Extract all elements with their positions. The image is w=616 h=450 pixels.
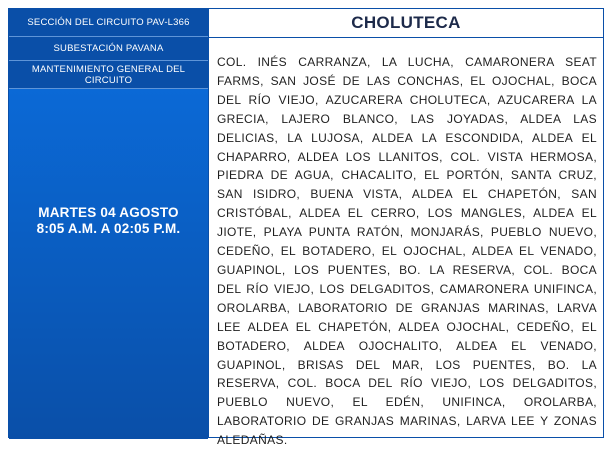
department-title: CHOLUTECA bbox=[209, 9, 603, 38]
right-panel bbox=[208, 9, 603, 448]
substation-label: SUBESTACIÓN PAVANA bbox=[9, 37, 208, 61]
affected-localities-text: COL. INÉS CARRANZA, LA LUCHA, CAMARONERA SEAT FARMS, SAN JOSÉ DE LAS CONCHAS, EL OJOCHAL, BOCA DEL RÍO VIEJO, AZUCARERA CHOLUTECA, AZUCARERA LA GRECIA, LAJERO BLANCO, LAS JOYADAS, ALDEA LAS DELICIAS, LA LUJOSA, ALDEA LA ESCONDIDA, ALDEA EL CHAPARRO, ALDEA LOS LLANITOS, COL. VISTA HERMOSA, PIEDRA DE AGUA, CHACALITO, EL PORTÓN, SANTA CRUZ, SAN ISIDRO, BUENA VISTA, ALDEA EL CHAPETÓN, SAN CRISTÓBAL, ALDEA EL CERRO, LOS MANGLES, ALDEA EL JIOTE, PLAYA PUNTA RATÓN, MONJARÁS, PUEBLO NUEVO, CEDEÑO, EL BOTADERO, EL OJOCHAL, ALDEA EL VENADO, GUAPINOL, LOS PUENTES, BO. LA RESERVA, COL. BOCA DEL RÍO VIEJO, LOS DELGADITOS, CAMARONERA UNIFINCA, OROLARBA, LABORATORIO DE GRANJAS MARINAS, LARVA LEE ALDEA EL CHAPETÓN, ALDEA OJOCHAL, CEDEÑO, EL BOTADERO, ALDEA OJOCHALITO, ALDEA EL VENADO, GUAPINOL, BRISAS DEL MAR, LOS PUENTES, BO. LA RESERVA, COL. BOCA DEL RÍO VIEJO, LOS DELGADITOS, PUEBLO NUEVO, EL EDÉN, UNIFINCA, OROLARBA, LABORATORIO DE GRANJAS MARINAS, LARVA LEE Y ZONAS ALEDAÑAS. bbox=[217, 55, 597, 448]
left-panel bbox=[9, 9, 208, 437]
schedule-time: 8:05 A.M. A 02:05 P.M. bbox=[36, 221, 181, 236]
schedule-background bbox=[9, 89, 208, 439]
schedule-block bbox=[9, 205, 208, 237]
outage-notice-card bbox=[8, 8, 604, 448]
schedule-date: MARTES 04 AGOSTO bbox=[38, 205, 179, 220]
maintenance-label: MANTENIMIENTO GENERAL DEL CIRCUITO bbox=[9, 61, 208, 89]
circuit-section-label: SECCIÓN DEL CIRCUITO PAV-L366 bbox=[9, 9, 208, 37]
